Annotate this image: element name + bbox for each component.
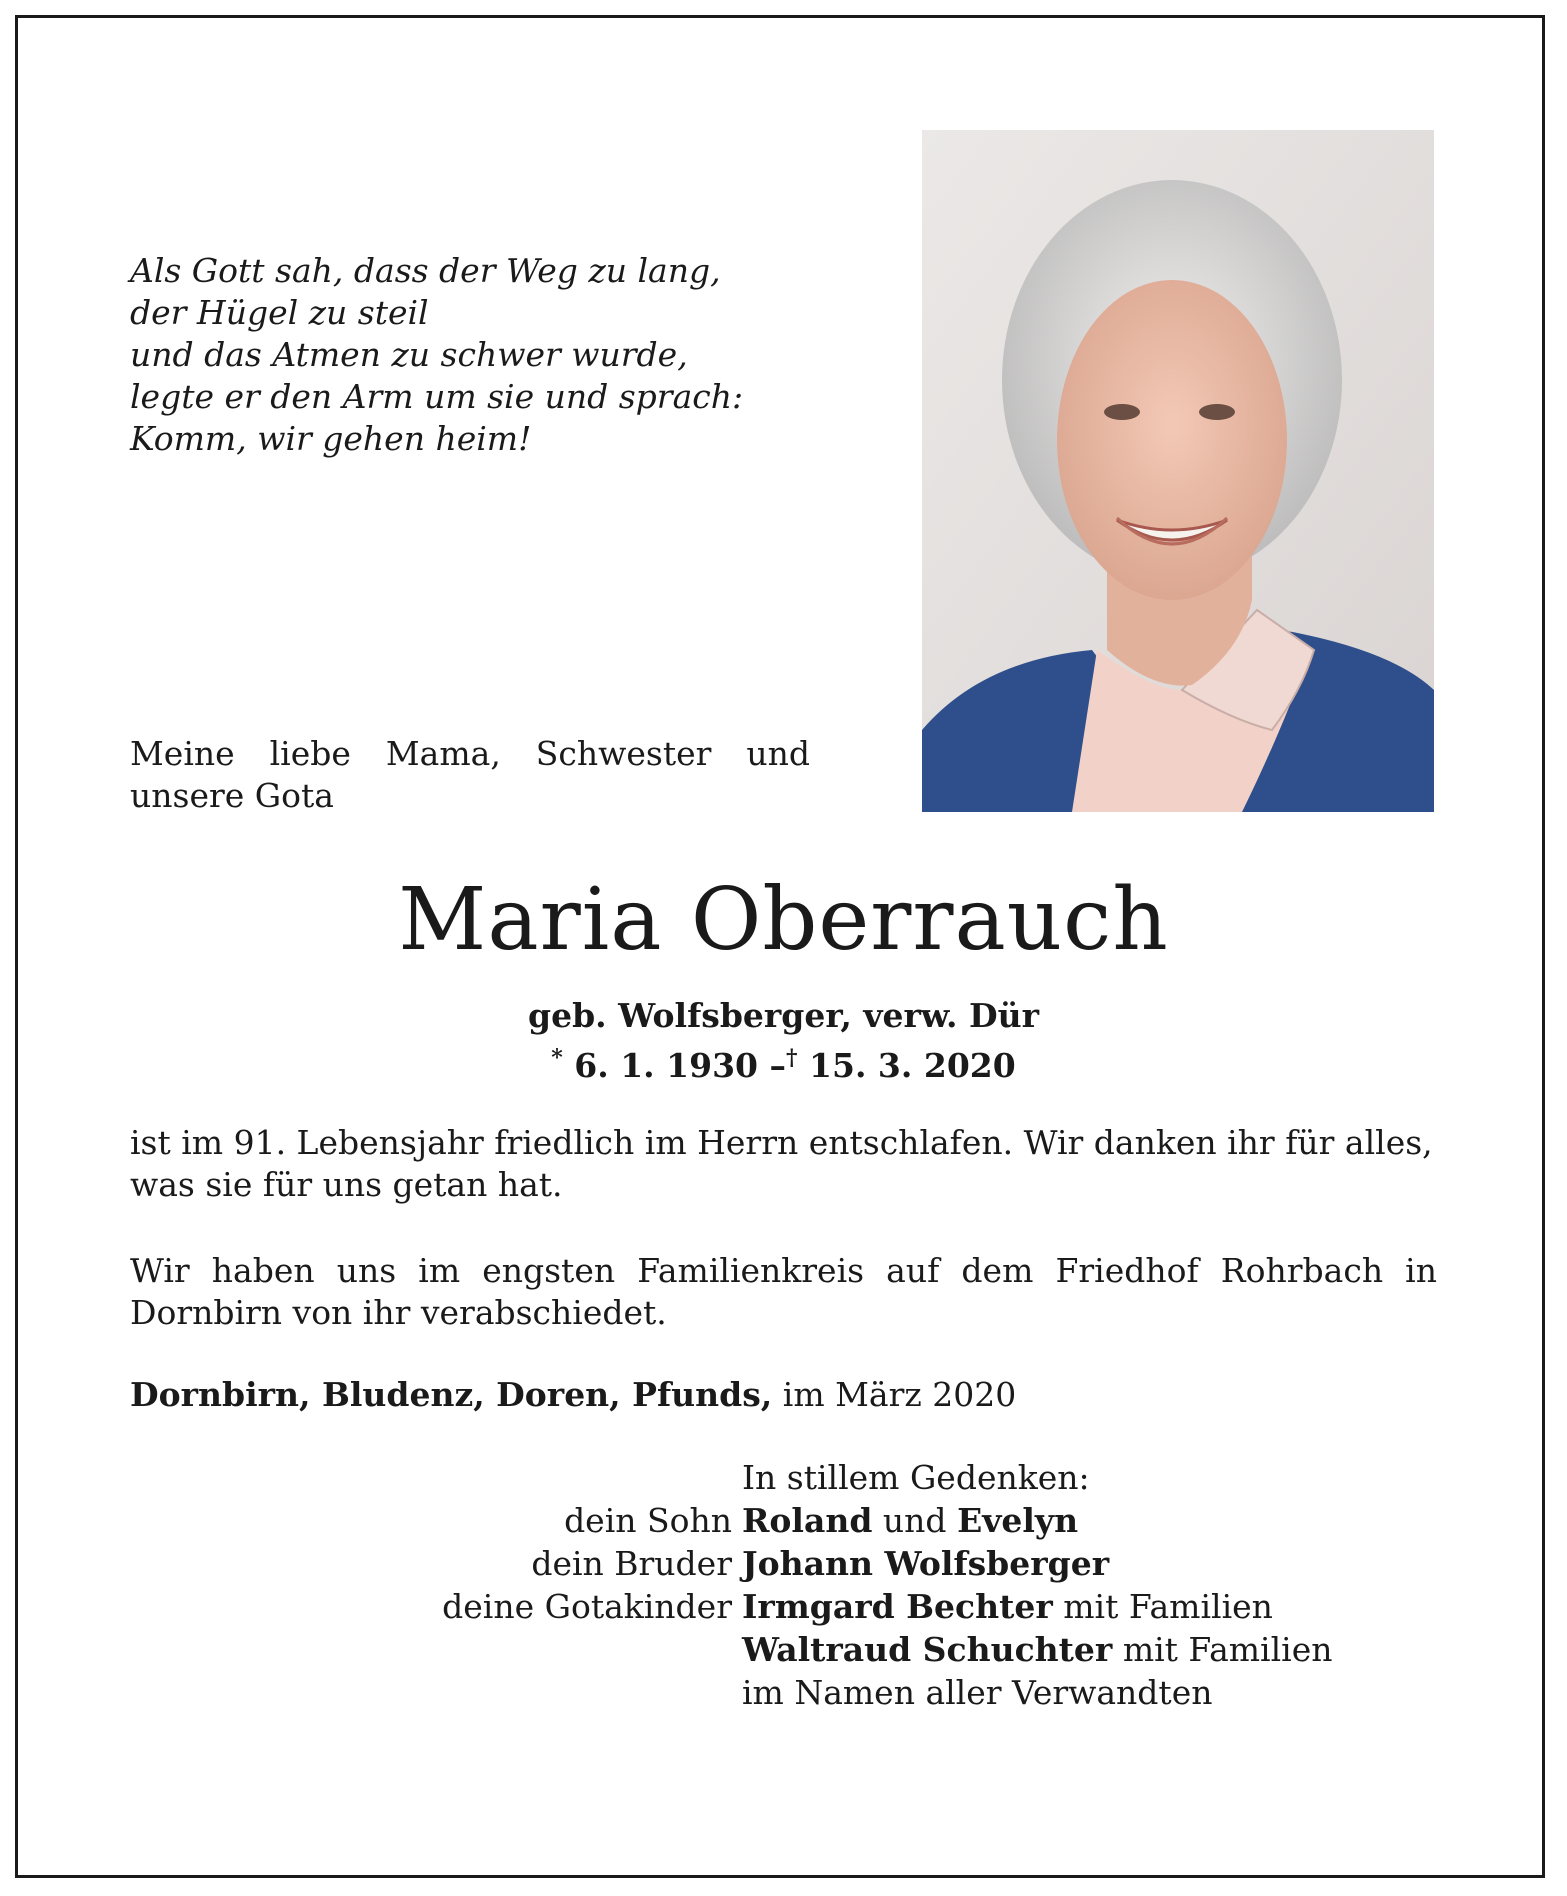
maiden-name: geb. Wolfsberger, verw. Dür xyxy=(528,996,1039,1035)
mourner-row xyxy=(380,1585,1480,1628)
mourners-block xyxy=(380,1456,1480,1714)
mourner-name: Johann Wolfsberger xyxy=(742,1544,1110,1583)
death-date: 15. 3. 2020 xyxy=(809,1046,1016,1085)
mourner-connector: und xyxy=(882,1501,947,1540)
mourner-name: Waltraud Schuchter xyxy=(742,1630,1113,1669)
portrait-photo xyxy=(922,130,1434,812)
mourner-name: Roland xyxy=(742,1501,873,1540)
mourner-relation: deine Gotakinder xyxy=(442,1587,732,1626)
intro-line: unsere Gota xyxy=(130,776,334,815)
poem-line: und das Atmen zu schwer wurde, xyxy=(130,335,688,374)
poem-line: Komm, wir gehen heim! xyxy=(130,419,532,458)
place-date xyxy=(130,1374,1016,1416)
intro-line: Meine liebe Mama, Schwester und xyxy=(130,734,810,773)
birth-date: 6. 1. 1930 xyxy=(574,1046,759,1085)
deceased-details xyxy=(0,995,1567,1087)
mourner-relation: dein Bruder xyxy=(531,1544,732,1583)
born-symbol: * xyxy=(551,1045,563,1071)
mourner-suffix: mit Familien xyxy=(1063,1587,1273,1626)
farewell-paragraph: Wir haben uns im engsten Familienkreis auf dem Friedhof Rohrbach in Dornbirn von ihr verabschiedet. xyxy=(130,1251,1437,1332)
mourner-name: Irmgard Bechter xyxy=(742,1587,1053,1626)
poem-line: der Hügel zu steil xyxy=(130,293,429,332)
towns: Dornbirn, Bludenz, Doren, Pfunds, xyxy=(130,1375,773,1414)
poem-line: Als Gott sah, dass der Weg zu lang, xyxy=(130,251,721,290)
mourner-relation: dein Sohn xyxy=(564,1501,732,1540)
mourners-closing: im Namen aller Verwandten xyxy=(742,1673,1213,1712)
mourner-row xyxy=(380,1628,1480,1671)
deceased-name: Maria Oberrauch xyxy=(398,870,1169,970)
mourner-suffix: mit Familien xyxy=(1122,1630,1333,1669)
mourner-name: Evelyn xyxy=(957,1501,1079,1540)
life-dates xyxy=(0,1037,1567,1087)
mourners-heading: In stillem Gedenken: xyxy=(742,1458,1090,1497)
month-year: im März 2020 xyxy=(782,1375,1017,1414)
poem xyxy=(130,250,750,460)
intro-text xyxy=(130,733,810,817)
poem-line: legte er den Arm um sie und sprach: xyxy=(130,377,744,416)
mourner-row xyxy=(380,1542,1480,1585)
announcement-paragraph: ist im 91. Lebensjahr friedlich im Herrn entschlafen. Wir danken ihr für alles, was sie für uns getan hat. xyxy=(130,1123,1433,1204)
died-symbol: † xyxy=(786,1045,798,1071)
mourner-relation xyxy=(380,1628,742,1671)
mourners-heading-row xyxy=(380,1456,1480,1499)
mourner-row xyxy=(380,1499,1480,1542)
mourners-closing-row xyxy=(380,1671,1480,1714)
date-dash: – xyxy=(769,1046,787,1085)
portrait-image xyxy=(922,130,1434,812)
